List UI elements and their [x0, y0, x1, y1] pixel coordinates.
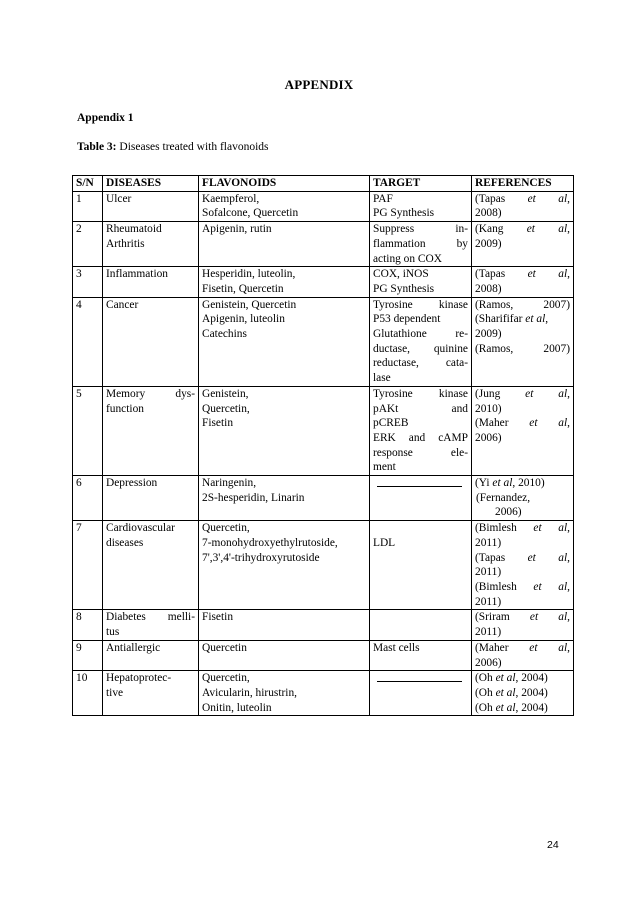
page-heading: APPENDIX [284, 77, 354, 92]
cell-target [370, 640, 472, 670]
cell-sn: 10 [73, 671, 103, 716]
table-row [73, 222, 574, 267]
cell-line: (Bimlesh et al, [475, 522, 570, 535]
cell-line: Kaempferol, [202, 192, 260, 205]
cell-line: 2011) [475, 626, 502, 639]
italic-text: al [503, 477, 513, 490]
cell-line: tus [106, 626, 120, 639]
cell-sn: 4 [73, 297, 103, 386]
cell-references [472, 476, 574, 521]
cell-line: (Jung et al, [475, 387, 570, 400]
cell-line: (Fernandez, [476, 491, 531, 504]
cell-line: (Ramos, 2007) [475, 342, 570, 355]
cell-sn: 3 [73, 267, 103, 297]
italic-text: al [506, 672, 516, 685]
italic-text: et [526, 223, 535, 236]
italic-text: et [492, 477, 501, 490]
table-row [73, 476, 574, 521]
cell-line: Rheumatoid [106, 223, 162, 236]
cell-line: (Yi et al, 2010) [475, 477, 545, 490]
cell-line: (Kang et al, [475, 223, 570, 236]
cell-line: Genistein, [202, 387, 249, 400]
cell-line: Naringenin, [202, 477, 257, 490]
table-row [73, 191, 574, 221]
cell-references [472, 671, 574, 716]
cell-references [472, 222, 574, 267]
cell-line: 2006) [495, 506, 522, 519]
italic-text: et [525, 313, 534, 326]
cell-disease [103, 386, 199, 475]
cell-line: Apigenin, rutin [202, 223, 272, 236]
cell-line: diseases [106, 536, 144, 549]
cell-disease [103, 297, 199, 386]
cell-line: COX, iNOS [373, 268, 429, 281]
cell-flavonoids [199, 671, 370, 716]
cell-disease [103, 222, 199, 267]
cell-line: (Tapas et al, [475, 268, 570, 281]
cell-target [370, 386, 472, 475]
table-caption-label: Table 3: [77, 141, 117, 153]
italic-text: al [558, 387, 568, 400]
cell-line: (Tapas et al, [475, 551, 570, 564]
cell-line: 2011) [475, 536, 502, 549]
italic-text: et [533, 522, 542, 535]
cell-flavonoids [199, 297, 370, 386]
cell-references [472, 191, 574, 221]
cell-line: Quercetin, [202, 672, 250, 685]
cell-line: Quercetin, [202, 402, 250, 415]
italic-text: al [558, 522, 568, 535]
italic-text: et [527, 551, 536, 564]
cell-target [370, 222, 472, 267]
cell-sn: 2 [73, 222, 103, 267]
cell-references [472, 267, 574, 297]
cell-sn: 6 [73, 476, 103, 521]
cell-line: Tyrosine kinase [373, 387, 468, 400]
cell-target [370, 521, 472, 610]
cell-line: ductase, quinine [373, 342, 468, 355]
cell-line: 7',3',4'-trihydroxyrutoside [202, 551, 320, 564]
cell-line: 2009) [475, 237, 502, 250]
header-target: TARGET [370, 176, 472, 192]
cell-line: PG Synthesis [373, 282, 435, 295]
cell-line: Onitin, luteolin [202, 701, 272, 714]
cell-line: Fisetin [202, 417, 234, 430]
cell-line: (Ramos, 2007) [475, 298, 570, 311]
italic-text: al [506, 686, 516, 699]
cell-line: ment [373, 461, 396, 474]
cell-references [472, 640, 574, 670]
header-sn: S/N [73, 176, 103, 192]
table-row [73, 671, 574, 716]
page-number: 24 [547, 839, 559, 851]
cell-sn: 5 [73, 386, 103, 475]
cell-line: function [106, 402, 144, 415]
cell-line: Memory dys- [106, 387, 195, 400]
italic-text: et [529, 611, 539, 624]
cell-target [370, 267, 472, 297]
cell-line: response ele- [373, 446, 468, 459]
cell-target [370, 297, 472, 386]
cell-line: PG Synthesis [373, 207, 435, 220]
cell-target [370, 610, 472, 640]
header-flavonoids: FLAVONOIDS [199, 176, 370, 192]
cell-sn: 9 [73, 640, 103, 670]
cell-disease [103, 521, 199, 610]
cell-line: 2S-hesperidin, Linarin [202, 491, 305, 504]
cell-line: Inflammation [106, 268, 168, 281]
cell-line: Fisetin, Quercetin [202, 282, 284, 295]
cell-line: Suppress in- [373, 223, 468, 236]
cell-target [370, 671, 472, 716]
table-caption [77, 141, 269, 153]
cell-line: (Oh et al, 2004) [475, 672, 548, 685]
table-row [73, 386, 574, 475]
cell-flavonoids [199, 222, 370, 267]
italic-text: al [536, 313, 546, 326]
italic-text: al [558, 223, 568, 236]
cell-line: Arthritis [106, 237, 145, 250]
italic-text: et [529, 417, 538, 430]
cell-line: 2006) [475, 431, 502, 444]
cell-line: (Bimlesh et al, [475, 580, 570, 593]
cell-line: Avicularin, hirustrin, [202, 686, 298, 699]
italic-text: et [533, 580, 542, 593]
italic-text: et [527, 192, 536, 205]
table-row [73, 610, 574, 640]
cell-flavonoids [199, 386, 370, 475]
cell-disease [103, 610, 199, 640]
cell-line: acting on COX [373, 252, 442, 265]
cell-sn: 1 [73, 191, 103, 221]
cell-flavonoids [199, 476, 370, 521]
cell-line: Diabetes melli- [106, 611, 195, 624]
cell-line: (Maher et al, [475, 417, 570, 430]
italic-text: et [527, 268, 536, 281]
cell-references [472, 610, 574, 640]
cell-line: Cancer [106, 298, 139, 311]
table-header-row [73, 176, 574, 192]
table-body [73, 191, 574, 716]
cell-line: (Tapas et al, [475, 192, 570, 205]
cell-flavonoids [199, 610, 370, 640]
table-row [73, 267, 574, 297]
table-caption-text: Diseases treated with flavonoids [116, 141, 269, 153]
cell-sn: 7 [73, 521, 103, 610]
cell-line: 2008) [475, 207, 502, 220]
cell-disease [103, 267, 199, 297]
cell-line: Mast cells [373, 641, 420, 654]
italic-text: al [506, 701, 516, 714]
cell-line: pAKt and [373, 402, 468, 415]
cell-line: Ulcer [106, 192, 132, 205]
cell-line: Hepatoprotec- [106, 672, 172, 685]
cell-flavonoids [199, 640, 370, 670]
cell-line: Quercetin, [202, 522, 250, 535]
cell-references [472, 521, 574, 610]
cell-line: ERK and cAMP [373, 431, 468, 444]
appendix-label: Appendix 1 [77, 112, 134, 124]
cell-line: tive [106, 686, 124, 699]
cell-line: lase [373, 372, 391, 385]
empty-target-rule [377, 681, 462, 682]
cell-line: Quercetin [202, 641, 247, 654]
cell-target [370, 191, 472, 221]
cell-disease [103, 476, 199, 521]
cell-line: 7-monohydroxyethylrutoside, [202, 536, 338, 549]
italic-text: al [558, 611, 568, 624]
italic-text: al [558, 641, 568, 654]
cell-line: Antiallergic [106, 641, 161, 654]
cell-line: Cardiovascular [106, 522, 175, 535]
cell-line: pCREB [373, 417, 409, 430]
cell-line: Glutathione re- [373, 328, 468, 341]
table-row [73, 640, 574, 670]
cell-references [472, 297, 574, 386]
cell-flavonoids [199, 191, 370, 221]
table-row [73, 521, 574, 610]
cell-line: Hesperidin, luteolin, [202, 268, 296, 281]
cell-line: Sofalcone, Quercetin [202, 207, 299, 220]
italic-text: al [558, 580, 568, 593]
cell-line: 2008) [475, 282, 502, 295]
empty-target-rule [377, 486, 462, 487]
cell-line: LDL [373, 537, 396, 550]
cell-line: 2011) [475, 595, 502, 608]
cell-line: (Maher et al, [475, 641, 570, 654]
cell-line: (Oh et al, 2004) [475, 686, 548, 699]
cell-line: 2011) [475, 566, 502, 579]
cell-line: (Oh et al, 2004) [475, 701, 548, 714]
italic-text: al [558, 417, 568, 430]
italic-text: et [495, 701, 504, 714]
cell-line: Fisetin [202, 611, 234, 624]
italic-text: et [495, 686, 504, 699]
cell-flavonoids [199, 521, 370, 610]
cell-flavonoids [199, 267, 370, 297]
cell-line: Genistein, Quercetin [202, 298, 297, 311]
cell-line: flammation by [373, 237, 468, 250]
cell-disease [103, 640, 199, 670]
header-diseases: DISEASES [103, 176, 199, 192]
italic-text: et [529, 641, 538, 654]
flavonoids-table [72, 175, 574, 716]
cell-line: 2009) [475, 328, 502, 341]
table-row [73, 297, 574, 386]
italic-text: al [558, 551, 568, 564]
cell-line: Depression [106, 477, 158, 490]
cell-line: Catechins [202, 328, 247, 341]
cell-line: (Sharififar et al, [475, 313, 549, 326]
cell-line: (Sriram et al, [475, 611, 570, 624]
cell-line: 2010) [475, 402, 502, 415]
cell-target [370, 476, 472, 521]
cell-line: Tyrosine kinase [373, 298, 468, 311]
italic-text: et [525, 387, 534, 400]
italic-text: al [558, 192, 568, 205]
italic-text: et [495, 672, 504, 685]
italic-text: al [558, 268, 568, 281]
cell-line: P53 dependent [373, 313, 441, 326]
cell-line: reductase, cata- [373, 357, 468, 370]
header-references: REFERENCES [472, 176, 574, 192]
cell-references [472, 386, 574, 475]
cell-sn: 8 [73, 610, 103, 640]
cell-line: 2006) [475, 656, 502, 669]
cell-line: Apigenin, luteolin [202, 313, 285, 326]
cell-disease [103, 671, 199, 716]
cell-line: PAF [373, 192, 393, 205]
cell-disease [103, 191, 199, 221]
